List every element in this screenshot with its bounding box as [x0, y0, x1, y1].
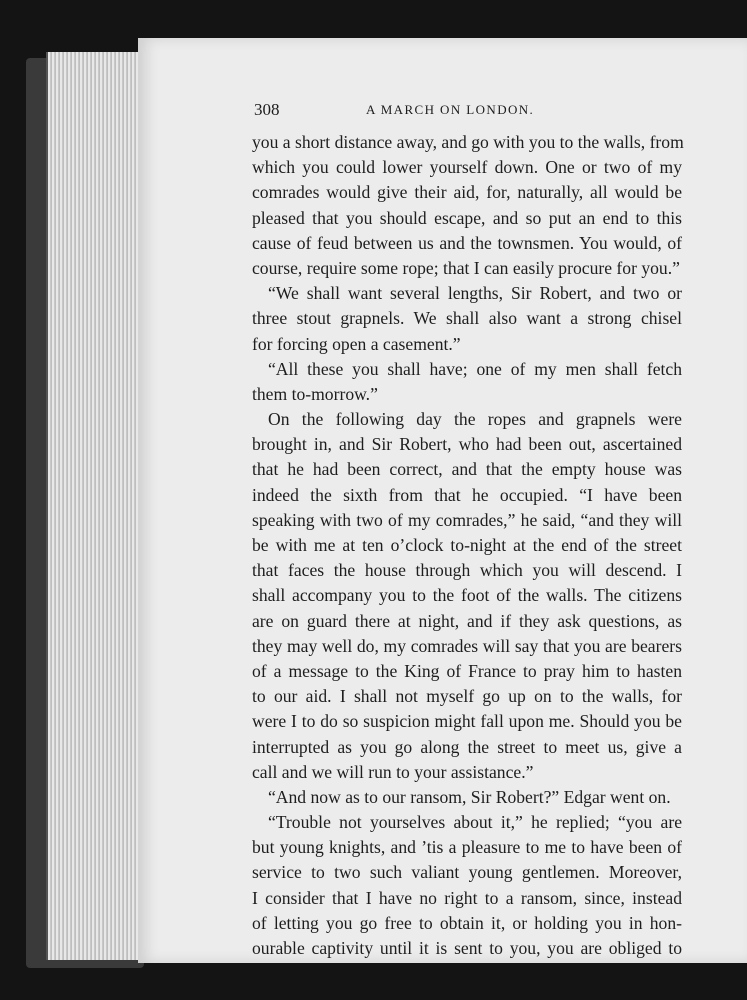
text-line: are on guard there at night, and if they ask questions, as: [252, 610, 682, 631]
text-line: shall accompany you to the foot of the walls. The citizens: [252, 585, 682, 606]
text-line: interrupted as you go along the street to meet us, give a: [252, 736, 682, 757]
text-line: that he had been correct, and that the empty house was: [252, 459, 682, 480]
text-line: be with me at ten o’clock to-night at the end of the street: [252, 535, 682, 555]
text-line: of letting you go free to obtain it, or holding you in hon-: [252, 912, 682, 933]
text-line: On the following day the ropes and grapnels were: [268, 409, 682, 430]
text-line: comrades would give their aid, for, naturally, all would be: [252, 182, 682, 203]
page-number: 308: [254, 100, 280, 119]
body-text: [252, 130, 682, 961]
text-line: them to-morrow.”: [252, 383, 378, 404]
text-line: brought in, and Sir Robert, who had been out, ascertained: [252, 434, 682, 455]
text-line: “All these you shall have; one of my men shall fetch: [268, 358, 682, 379]
running-head: A MARCH ON LONDON.: [366, 102, 535, 117]
text-line: they may well do, my comrades will say that you are bearers: [252, 635, 682, 656]
book-page: [138, 38, 747, 963]
text-line: three stout grapnels. We shall also want a strong chisel: [252, 308, 682, 329]
text-line: but young knights, and ’tis a pleasure to me to have been of: [252, 837, 682, 858]
text-line: which you could lower yourself down. One or two of my: [252, 157, 682, 178]
page-header: [254, 100, 694, 122]
text-line: call and we will run to your assistance.”: [252, 761, 534, 782]
text-line: service to two such valiant young gentlemen. Moreover,: [252, 862, 682, 883]
text-line: “Trouble not yourselves about it,” he replied; “you are: [268, 812, 682, 833]
text-line: cause of feud between us and the townsmen. You would, of: [252, 232, 682, 253]
text-line: “And now as to our ransom, Sir Robert?” Edgar went on.: [268, 786, 671, 807]
text-line: for forcing open a casement.”: [252, 333, 461, 354]
text-line: course, require some rope; that I can easily procure for you.”: [252, 257, 680, 278]
text-line: of a message to the King of France to pray him to hasten: [252, 660, 682, 681]
text-line: ourable captivity until it is sent to you, you are obliged to: [252, 938, 682, 958]
text-line: pleased that you should escape, and so put an end to this: [252, 207, 682, 228]
page-edges: [46, 52, 144, 960]
text-line: indeed the sixth from that he occupied. “I have been: [252, 484, 682, 505]
text-line: “We shall want several lengths, Sir Robert, and two or: [268, 283, 682, 304]
text-line: were I to do so suspicion might fall upon me. Should you be: [252, 711, 682, 732]
text-line: I consider that I have no right to a ransom, since, instead: [252, 887, 682, 908]
text-line: speaking with two of my comrades,” he said, “and they will: [252, 509, 682, 530]
text-line: you a short distance away, and go with you to the walls, from: [252, 132, 684, 152]
text-line: that faces the house through which you will descend. I: [252, 560, 682, 581]
text-line: to our aid. I shall not myself go up on to the walls, for: [252, 686, 682, 707]
